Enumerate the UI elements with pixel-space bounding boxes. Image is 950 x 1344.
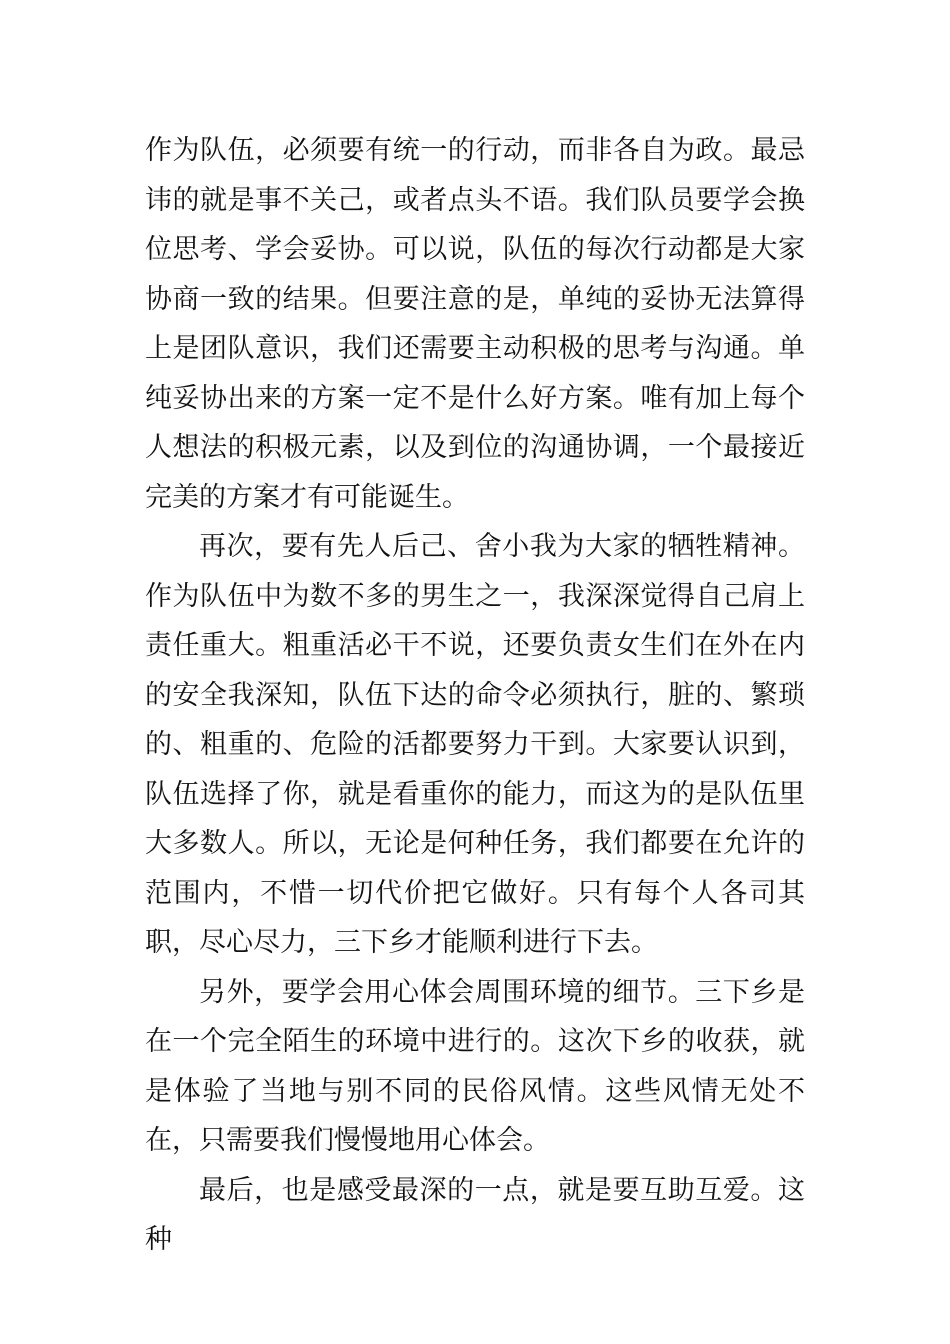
paragraph-mutual-help: 最后，也是感受最深的一点，就是要互助互爱。这种 bbox=[145, 1174, 805, 1255]
paragraph-teamwork: 作为队伍，必须要有统一的行动，而非各自为政。最忌讳的就是事不关己，或者点头不语。我们队员要学会换位思考、学会妥协。可以说，队伍的每次行动都是大家协商一致的结果。但要注意的是，单纯的妥协无法算得上是团队意识，我们还需要主动积极的思考与沟通。单纯妥协出来的方案一定不是什么好方案。唯有加上每个人想法的积极元素，以及到位的沟通协调，一个最接近完美的方案才有可能诞生。 bbox=[145, 135, 805, 513]
document-page bbox=[145, 126, 805, 1265]
paragraph-environment: 另外，要学会用心体会周围环境的细节。三下乡是在一个完全陌生的环境中进行的。这次下乡的收获，就是体验了当地与别不同的民俗风情。这些风情无处不在，只需要我们慢慢地用心体会。 bbox=[145, 976, 805, 1156]
paragraph-sacrifice: 再次，要有先人后己、舍小我为大家的牺牲精神。作为队伍中为数不多的男生之一，我深深觉得自己肩上责任重大。粗重活必干不说，还要负责女生们在外在内的安全我深知，队伍下达的命令必须执行，脏的、繁琐的、粗重的、危险的活都要努力干到。大家要认识到，队伍选择了你，就是看重你的能力，而这为的是队伍里大多数人。所以，无论是何种任务，我们都要在允许的范围内，不惜一切代价把它做好。只有每个人各司其职，尽心尽力，三下乡才能顺利进行下去。 bbox=[145, 531, 805, 958]
